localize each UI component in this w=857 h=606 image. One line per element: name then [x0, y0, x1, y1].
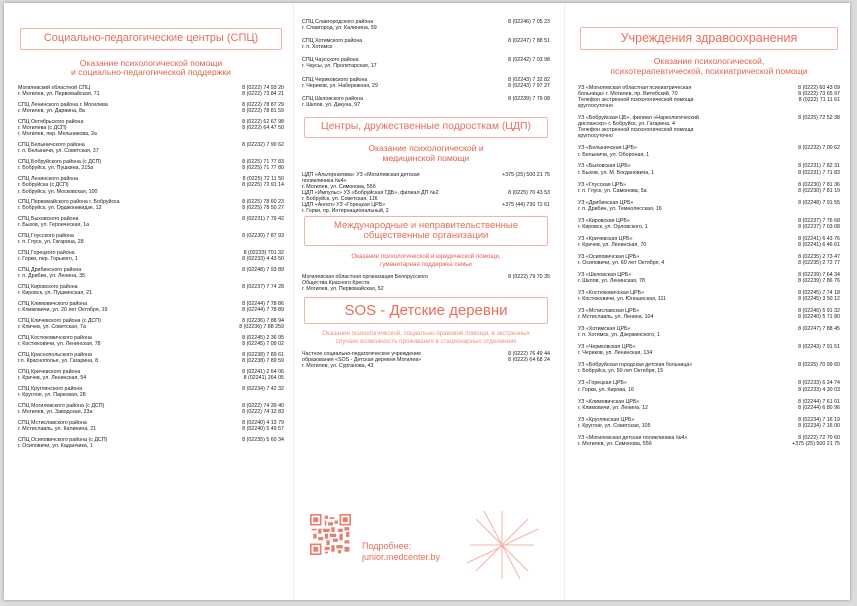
section-header-spc: Социально-педагогические центры (СПЦ) [20, 28, 282, 50]
contact-phone[interactable]: 8 (02233) 6 24 74 8 (02233) 4 30 03 [798, 380, 840, 393]
contact-name: УЗ «Шкловская ЦРБ» г. Шклов, ул. Ленинская, 78 [578, 271, 645, 285]
contact-phone[interactable]: 8 (02231) 7 82 31 8 (02231) 7 71 83 [798, 163, 840, 176]
contact-entry [18, 216, 284, 228]
contact-name: УЗ «Хотимская ЦРБ» г. п. Хотимск, ул. Дзержинского, 1 [578, 326, 660, 339]
contact-phone[interactable]: 8 (02240) 5 91 32 8 (02240) 5 71 80 [798, 308, 840, 321]
contact-name: СПЦ Октябрьского района г. Могилева (с ДСП) г. Могилев, пер. Мельникова, 2а [18, 119, 97, 138]
contact-entry [18, 199, 284, 211]
contact-entry [18, 233, 284, 245]
contact-entry [578, 85, 840, 109]
contact-name: УЗ «Мстиславская ЦРБ» г. Мстиславль, ул. Ленина, 104 [578, 308, 654, 321]
contact-entry [578, 399, 840, 411]
section-subtitle-health: Оказание психологической, психотерапевтической, психиатрической помощи [610, 56, 808, 76]
contact-phone[interactable]: +375 (44) 730 72 61 [502, 202, 550, 209]
contact-name: СПЦ Ленинского района г. Бобруйска (с ДСП) г. Бобруйск, ул. Московская, 100 [18, 176, 98, 195]
contact-name: СПЦ Горецкого района г. Горки, пер. Горького, 1 [18, 250, 78, 263]
contact-entry [302, 190, 550, 202]
contact-name: СПЦ Мстиславского района г. Мстиславль, ул. Калинина, 21 [18, 420, 97, 433]
contact-name: Могилевская областная организация Белорусского Общества Красного Креста г. Могилев, ул. Первомайская, 52 [302, 274, 428, 293]
contact-name: СПЦ Чериковского района г. Чериков, ул. Набережная, 29 [302, 76, 378, 89]
contact-phone[interactable]: 8 (0225) 72 11 50 8 (0225) 72 91 14 [242, 176, 284, 189]
contact-phone[interactable]: 8 (0222) 76 49 44 8 (0222) 64 68 24 [508, 351, 550, 364]
contact-name: Частное социально-педагогическое учреждение образования «SOS - Детская деревня Могилев» г. Могилев, ул. Сурганова, 43 [302, 351, 422, 370]
contact-entry [578, 326, 840, 338]
more-info [362, 541, 440, 563]
contact-phone[interactable]: +375 (25) 500 21 75 [502, 171, 550, 178]
contact-phone[interactable]: 8 (02230) 7 81 36 8 (02230) 7 81 19 [798, 181, 840, 194]
contact-name: СПЦ Белыничского района г. п. Белыничи, ул. Советская, 37 [18, 142, 99, 155]
contact-entry [302, 274, 550, 292]
contact-phone[interactable]: 8 (02232) 7 00 62 [798, 145, 840, 152]
contact-name: УЗ «Чериковская ЦРБ» г. Чериков, ул. Ленинская, 134 [578, 344, 653, 357]
contact-phone[interactable]: 8 (02238) 7 89 61 8 (02238) 7 89 59 [242, 352, 284, 365]
contact-entry [578, 272, 840, 284]
contact-entry [18, 176, 284, 194]
contact-entry [578, 145, 840, 157]
contact-entry [18, 284, 284, 296]
contact-phone[interactable]: 8 (02243) 7 32 82 8 (02243) 7 97 27 [508, 76, 550, 89]
contact-phone[interactable]: 8 (02245) 2 36 95 8 (02245) 7 09 02 [242, 335, 284, 348]
contact-entry [18, 102, 284, 114]
contact-phone[interactable]: 8 (0222) 62 67 98 8 (0222) 64 47 50 [242, 119, 284, 132]
contact-entry [18, 142, 284, 154]
contact-name: СПЦ Костюковичского района г. Костюковичи, ул. Ленинская, 78 [18, 335, 101, 348]
spc-list-continued [302, 19, 550, 108]
contact-name: УЗ «Могилевская детская поликлиника №4» г. Могилев, ул. Симонова, 55б [578, 434, 688, 447]
contact-name: УЗ «Кричевская ЦРБ» г. Кричев, ул. Ленинская, 70 [578, 235, 647, 248]
contact-entry [18, 301, 284, 313]
contact-name: ЦДП «Ангел» УЗ «Горецкая ЦРБ» г. Горки, пр. Интернациональный, 2 [302, 202, 389, 215]
contact-phone[interactable]: 8 (0222) 72 70 60 +375 (25) 500 21 75 [792, 434, 840, 447]
contact-name: СПЦ Климовичского района г. Климовичи, ул. 20 лет Октября, 19 [18, 301, 108, 314]
contact-phone[interactable]: 8 (02239) 7 79 08 [508, 95, 550, 102]
contact-phone[interactable]: 8 (02240) 4 13 79 8 (02240) 5 49 57 [242, 420, 284, 433]
section-subtitle-youth: Оказание психологической и медицинской помощи [368, 142, 484, 163]
contact-phone[interactable]: 8 (02236) 7 88 94 8 (02236) 7 88 259 [239, 318, 284, 331]
spc-list [18, 85, 284, 449]
brochure-sheet [4, 3, 850, 600]
contact-name: УЗ «Белыничская ЦРБ» г. Белыничи, ул. Обороная, 1 [578, 145, 650, 158]
contact-name: СПЦ Кировского района г. Кировск, ул. Пушкинская, 21 [18, 284, 93, 297]
contact-phone[interactable]: 8 (02232) 7 90 62 [242, 142, 284, 149]
contact-entry [578, 308, 840, 320]
section-subtitle-sos: Оказание психологической, социально-правовой помощи, в экстренных случаях возможность проживания в стационарных отделениях [322, 330, 530, 345]
contact-entry [578, 344, 840, 356]
contact-entry [578, 290, 840, 302]
contact-name: УЗ «Горецкая ЦРБ» г. Горки, ул. Кирова, 16 [578, 380, 634, 393]
fold-line [293, 3, 294, 600]
contact-entry [18, 352, 284, 364]
contact-name: СПЦ Осиповичского района (с ДСП) г. Осиповичи, ул. Каданчика, 1 [18, 437, 108, 450]
contact-entry [578, 200, 840, 212]
contact-name: СПЦ Бобруйского района (с ДСП) г. Бобруйск, ул. Пушкина, 215а [18, 159, 102, 172]
contact-entry [18, 159, 284, 171]
contact-entry [302, 351, 550, 369]
column-social-centers [18, 3, 284, 600]
contact-phone[interactable]: 8 (0225) 70 99 60 [798, 362, 840, 369]
qr-code-icon [310, 514, 351, 555]
contact-phone[interactable]: 8 (0222) 60 43 09 8 (0222) 73 65 97 8 (0222) 71 11 61 [798, 84, 840, 104]
contact-name: СПЦ Хотимского района г. п. Хотимск [302, 38, 363, 51]
health-list [578, 85, 840, 447]
contact-phone[interactable]: 8 (02242) 7 03 98 [508, 57, 550, 64]
international-list [302, 274, 550, 292]
contact-entry [18, 369, 284, 381]
contact-name: УЗ «Климовичская ЦРБ» г. Климовичи, ул. Ленина, 12 [578, 398, 648, 411]
contact-name: СПЦ Краснопольского района г.п. Краснополье, ул. Гагарина, 8 [18, 352, 99, 365]
website-link[interactable]: junior.medcenter.by [362, 552, 441, 562]
contact-entry [302, 202, 550, 214]
contact-entry [18, 85, 284, 97]
contact-phone[interactable]: 8 (02234) 7 42 32 [242, 386, 284, 393]
contact-entry [302, 77, 550, 89]
contact-entry [18, 267, 284, 279]
contact-name: ЦДП «Импульс» УЗ «Бобруйская ГДБ», филиал ДП №2 г. Бобруйск, ул. Советская, 116 [302, 189, 439, 202]
contact-entry [302, 38, 550, 50]
contact-entry [578, 417, 840, 429]
contact-phone[interactable]: 8 (02241) 6 43 76 8 (02241) 6 46 61 [798, 235, 840, 248]
contact-name: СПЦ Первомайского района г. Бобруйска г. Бобруйск, ул. Орджоникидзе, 12 [18, 199, 120, 212]
contact-phone[interactable]: 8 (0222) 74 39 40 8 (0222) 74 12 83 [242, 403, 284, 416]
contact-phone[interactable]: 8 (0222) 74 93 20 8 (0222) 73 84 21 [242, 85, 284, 98]
contact-phone[interactable]: 8 (02241) 2 64 06 8 (02241) 264 05 [242, 369, 284, 382]
contact-phone[interactable]: 8 (02247) 7 88 45 [798, 326, 840, 333]
contact-name: УЗ «Кировская ЦРБ» г. Кировск, ул. Орловского, 1 [578, 217, 648, 230]
contact-name: УЗ «Костюковичская ЦРБ» г. Костюковичи, ул. Юношеская, 111 [578, 290, 666, 303]
section-header-youth: Центры, дружественные подросткам (ЦДП) [304, 117, 548, 138]
section-subtitle-international: Оказание психологической и юридической помощи, гуманитарная поддержка семьи [351, 253, 501, 268]
contact-entry [302, 19, 550, 31]
contact-phone[interactable]: 8 (0222) 79 70 35 [508, 274, 550, 281]
contact-entry [18, 437, 284, 449]
contact-phone[interactable]: 8 (02234) 7 16 19 8 (02234) 7 16 00 [798, 416, 840, 429]
contact-entry [578, 435, 840, 447]
contact-name: УЗ «Бобруйская городская детская больница» г. Бобруйск, ул. 50 лет Октября, 15 [578, 362, 693, 375]
contact-name: СПЦ Кличевского района (с ДСП) г. Кличев, ул. Советская, 7а [18, 318, 101, 331]
contact-name: СПЦ Круглянского района г. Круглое, ул. Парковая, 28 [18, 386, 86, 399]
contact-name: СПЦ Чаусского района г. Чаусы, ул. Пролетарская, 17 [302, 57, 377, 70]
decorative-star-icon [462, 505, 542, 585]
contact-entry [578, 236, 840, 248]
contact-name: СПЦ Быховского района г. Быхов, ул. Героическая, 1а [18, 216, 90, 229]
contact-phone[interactable]: 8 (02235) 5 60 34 [242, 437, 284, 444]
contact-phone[interactable]: 8 (02244) 7 61 01 8 (02244) 6 80 96 [798, 398, 840, 411]
contact-phone[interactable]: 8 (02231) 7 79 42 [242, 216, 284, 223]
contact-entry [18, 250, 284, 262]
contact-phone[interactable]: 8 (02245) 7 74 18 8 (02245) 3 50 12 [798, 290, 840, 303]
contact-phone[interactable]: 8 (02248) 7 91 55 [798, 199, 840, 206]
contact-entry [578, 163, 840, 175]
contact-entry [18, 420, 284, 432]
contact-name: СПЦ Ленинского района г. Могилева г. Могилев, ул. Дарвина, 8а [18, 102, 108, 115]
contact-phone[interactable]: 8 (02247) 7 88 51 [508, 38, 550, 45]
contact-entry [18, 403, 284, 415]
contact-phone[interactable]: 8 (02248) 7 93 89 [242, 267, 284, 274]
contact-entry [18, 318, 284, 330]
contact-entry [18, 335, 284, 347]
contact-name: УЗ «Глусская ЦРБ» г. п. Глуск, ул. Самонова, 5а [578, 181, 647, 194]
contact-name: УЗ «Круглянская ЦРБ» г. Круглое, ул. Советская, 105 [578, 416, 651, 429]
contact-entry [578, 218, 840, 230]
contact-name: Могилевский областной СПЦ г. Могилев, ул. Первомайская, 71 [18, 85, 100, 98]
contact-name: УЗ «Бобруйская ЦБ», филиал «Наркологический диспансер» г. Бобруйск, ул. Гагарина, 4 Телефон экстренной психологической помощи круглосуточно [578, 115, 699, 140]
section-header-health: Учреждения здравоохранения [580, 27, 838, 50]
section-subtitle-spc: Оказание психологической помощи и социально-педагогической поддержки [71, 57, 231, 78]
contact-phone[interactable]: 8 (0225) 71 77 83 8 (0225) 71 77 80 [242, 159, 284, 172]
fold-line [564, 3, 565, 600]
contact-phone[interactable]: 8 (0225) 70 43 53 [508, 189, 550, 196]
contact-name: УЗ «Дрибинская ЦРБ» г. п. Дрибин, ул. Темнолесская, 16 [578, 199, 662, 212]
contact-entry [578, 115, 840, 139]
contact-phone[interactable]: 8 (02244) 7 78 86 8 (02244) 7 78 89 [242, 301, 284, 314]
section-header-sos: SOS - Детские деревни [304, 297, 548, 325]
contact-phone[interactable]: 8 (0222) 78 87 29 8 (0222) 78 81 59 [242, 102, 284, 115]
section-header-international: Международные и неправительственные общественные организации [304, 216, 548, 246]
contact-name: УЗ «Осиповичская ЦРБ» г. Осиповичи, ул. 60 лет Октября, 4 [578, 253, 665, 266]
contact-name: СПЦ Шкловского района г. Шклов, ул. Дикуна, 97 [302, 95, 363, 108]
contact-entry [578, 182, 840, 194]
contact-name: СПЦ Глусского района г. п. Глуск, ул. Гагарина, 28 [18, 233, 84, 246]
contact-entry [18, 119, 284, 137]
contact-entry [302, 57, 550, 69]
contact-phone[interactable]: 8 (0225) 72 52 38 [798, 115, 840, 122]
sos-list [302, 351, 550, 369]
contact-phone[interactable]: 8 (02237) 7 74 28 [242, 284, 284, 291]
contact-phone[interactable]: 8 (02233) 701 32 8 (02233) 4 43 50 [242, 250, 284, 263]
contact-name: СПЦ Славгородского района г. Славгород, ул. Калинина, 59 [302, 19, 377, 32]
contact-phone[interactable]: 8 (02239) 7 64 34 8 (02239) 7 86 76 [798, 271, 840, 285]
contact-phone[interactable]: 8 (02243) 7 91 51 [798, 344, 840, 351]
contact-name: ЦДП «Альтернатива» УЗ «Могилевская детская поликлиника №4» г. Могилев, ул. Симонова, 55б [302, 171, 420, 190]
contact-name: СПЦ Могилевского района (с ДСП) г. Могилев, ул. Заводская, 23а [18, 403, 105, 416]
contact-entry [578, 380, 840, 392]
contact-phone[interactable]: 8 (0225) 78 60 23 8 (0225) 78 50 27 [242, 199, 284, 212]
contact-name: СПЦ Кричевского района г. Кричев, ул. Ленинская, 54 [18, 369, 87, 382]
contact-entry [302, 96, 550, 108]
column-middle [302, 3, 550, 600]
contact-name: УЗ «Могилевская областная психиатрическая больница» г. Могилев, пр. Витебский, 70 Телефон экстренной психологической помощи круглосуточно [578, 84, 694, 110]
contact-entry [302, 172, 550, 190]
contact-entry [578, 362, 840, 374]
youth-list [302, 172, 550, 215]
column-health [578, 3, 840, 600]
contact-name: СПЦ Дрибинского района г. п. Дрибин, ул. Ленина, 35 [18, 267, 85, 280]
more-label: Подробнее: [362, 541, 412, 551]
contact-name: УЗ «Быховская ЦРБ» г. Быхов, ул. М. Богдановича, 1 [578, 163, 655, 176]
contact-phone[interactable]: 8 (02246) 7 05 23 [508, 19, 550, 25]
contact-entry [18, 386, 284, 398]
contact-phone[interactable]: 8 (02230) 7 87 93 [242, 233, 284, 240]
contact-phone[interactable]: 8 (02237) 7 76 68 8 (02237) 7 03 08 [798, 217, 840, 230]
contact-phone[interactable]: 8 (02235) 2 73 47 8 (02235) 2 72 77 [798, 253, 840, 266]
contact-entry [578, 254, 840, 266]
